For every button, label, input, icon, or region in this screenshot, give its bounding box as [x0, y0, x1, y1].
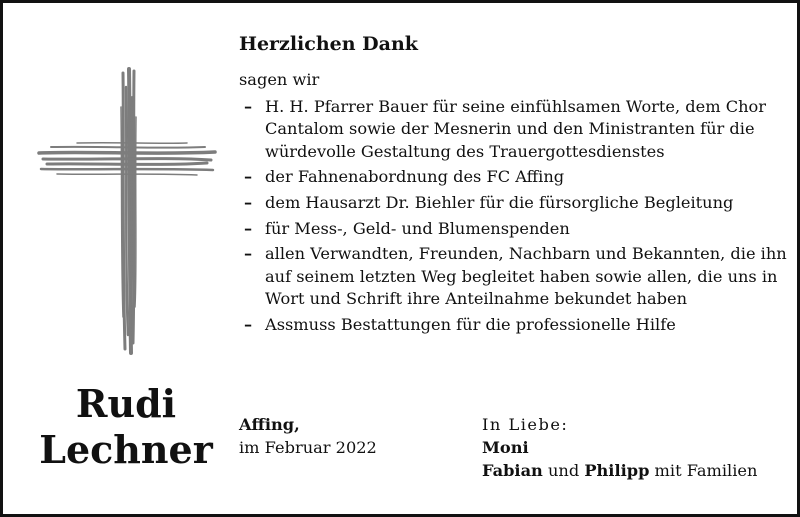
thanks-intro: sagen wir	[239, 70, 320, 89]
list-item	[239, 243, 787, 311]
bullet-dash: –	[244, 192, 253, 212]
bullet-dash: –	[244, 218, 253, 238]
signer-philipp: Philipp	[584, 461, 650, 480]
list-item-text: Assmuss Bestattungen für die professionelle Hilfe	[265, 314, 676, 334]
list-item	[239, 96, 787, 164]
signer-line	[482, 459, 782, 482]
bullet-dash: –	[244, 314, 253, 334]
thanks-list	[239, 96, 787, 337]
list-item-text: allen Verwandten, Freunden, Nachbarn und Bekannten, die ihn auf seinem letzten Weg begleitet haben sowie allen, die uns in Wort und Schrift ihre Anteilnahme bekundet haben	[265, 244, 787, 309]
brushstroke-cross-icon	[37, 67, 217, 357]
list-item	[239, 314, 787, 337]
bullet-dash: –	[244, 96, 253, 116]
signer-moni: Moni	[482, 438, 529, 457]
list-item-text: für Mess-, Geld- und Blumenspenden	[265, 218, 570, 238]
deceased-last-name: Lechner	[39, 427, 213, 472]
signers	[482, 413, 782, 482]
deceased-name	[31, 381, 221, 473]
list-item	[239, 192, 787, 215]
place: Affing,	[239, 415, 300, 434]
list-item-text: H. H. Pfarrer Bauer für seine einfühlsamen Worte, dem Chor Cantalom sowie der Mesnerin und den Ministranten für die würdevolle Gestaltung des Trauergottesdienstes	[265, 96, 767, 161]
signer-suffix: mit Familien	[654, 461, 758, 480]
date: im Februar 2022	[239, 438, 377, 457]
signer-connector: und	[547, 461, 580, 480]
thanks-section	[239, 29, 787, 340]
bullet-dash: –	[244, 167, 253, 187]
place-date	[239, 413, 377, 459]
list-item	[239, 218, 787, 241]
list-item-text: der Fahnenabordnung des FC Affing	[265, 167, 565, 187]
thanks-title: Herzlichen Dank	[239, 33, 418, 55]
signer-fabian: Fabian	[482, 461, 543, 480]
deceased-first-name: Rudi	[75, 381, 177, 426]
closing: In Liebe:	[482, 415, 569, 434]
list-item-text: dem Hausarzt Dr. Biehler für die fürsorgliche Begleitung	[265, 192, 734, 212]
bullet-dash: –	[244, 244, 253, 264]
list-item	[239, 166, 787, 189]
